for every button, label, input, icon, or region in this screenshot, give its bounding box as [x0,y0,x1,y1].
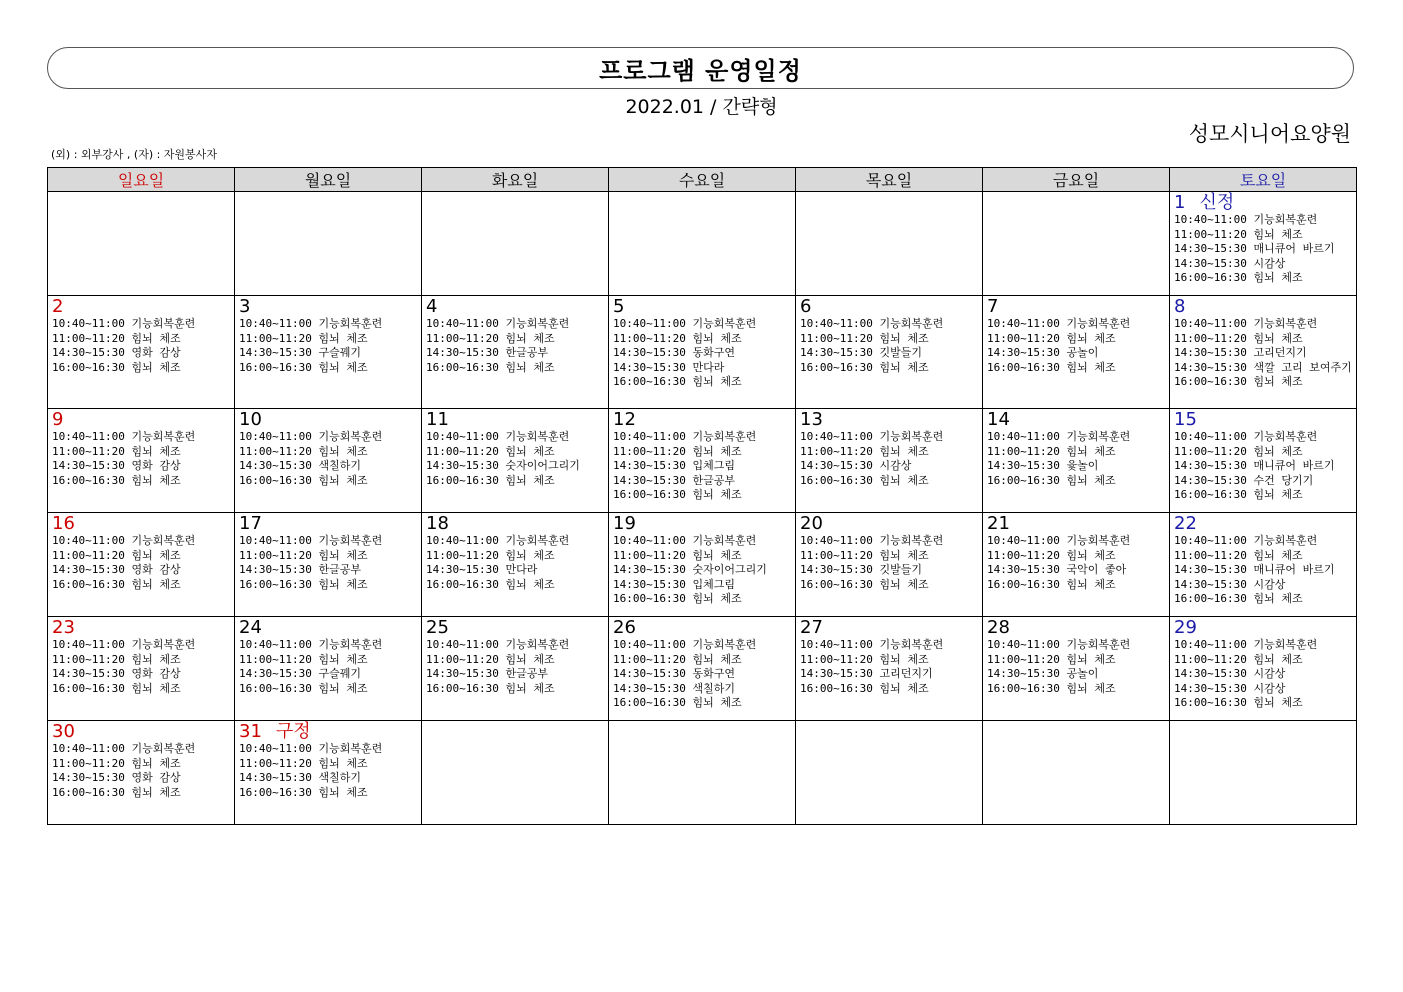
schedule-entry: 16:00~16:30 힘뇌 체조 [987,577,1116,591]
schedule-entry: 16:00~16:30 힘뇌 체조 [613,488,742,501]
day-cell [48,296,235,409]
schedule-entry: 16:00~16:30 힘뇌 체조 [987,473,1116,487]
schedule-entry: 14:30~15:30 시감상 [1174,681,1286,695]
schedule-entry: 16:00~16:30 힘뇌 체조 [613,592,742,605]
schedule-entry: 16:00~16:30 힘뇌 체조 [987,681,1116,695]
empty-day-cell [796,192,983,296]
day-cell [235,721,422,825]
weekday-header-mon: 월요일 [235,168,422,192]
schedule-entry: 11:00~11:20 힘뇌 체조 [800,652,929,666]
day-number: 15 [1174,409,1197,430]
schedule-entry: 14:30~15:30 만다라 [426,563,538,576]
day-number-line [987,297,1165,317]
schedule-entry: 10:40~11:00 기능회복훈련 [426,534,570,547]
schedule-entry: 10:40~11:00 기능회복훈련 [987,430,1131,443]
day-number-line [613,514,791,534]
holiday-label: 구정 [275,721,311,742]
day-number: 21 [987,513,1010,534]
schedule-entry: 14:30~15:30 구슬꿰기 [239,667,361,680]
schedule-entry: 11:00~11:20 힘뇌 체조 [1174,331,1303,345]
schedule-entry: 14:30~15:30 한글공부 [426,667,548,680]
schedule-entry: 16:00~16:30 힘뇌 체조 [426,577,555,591]
schedule-entry: 10:40~11:00 기능회복훈련 [613,534,757,547]
schedule-entry: 14:30~15:30 한글공부 [426,346,548,359]
schedule-entry: 11:00~11:20 힘뇌 체조 [987,444,1116,458]
schedule-entry: 14:30~15:30 매니큐어 바르기 [1174,459,1335,472]
day-number: 17 [239,513,262,534]
holiday-label: 신정 [1199,192,1235,213]
day-number-line [613,297,791,317]
page-title: 프로그램 운영일정 [599,56,802,85]
week-row [48,721,1357,825]
schedule-entry: 16:00~16:30 힘뇌 체조 [1174,375,1303,388]
schedule-entry: 14:30~15:30 고리던지기 [1174,346,1307,359]
weekday-header-fri: 금요일 [983,168,1170,192]
day-number-line [1174,618,1352,638]
schedule-entry: 14:30~15:30 영화 감상 [52,667,181,680]
day-number: 31 [239,721,262,742]
schedule-entry: 16:00~16:30 힘뇌 체조 [239,360,368,374]
schedule-entry: 11:00~11:20 힘뇌 체조 [613,652,742,666]
day-number: 16 [52,513,75,534]
schedule-entry: 10:40~11:00 기능회복훈련 [1174,430,1318,443]
schedule-entry: 10:40~11:00 기능회복훈련 [52,534,196,547]
day-cell [983,409,1170,513]
day-cell [422,409,609,513]
schedule-entry: 11:00~11:20 힘뇌 체조 [613,548,742,562]
empty-day-cell [48,192,235,296]
schedule-entry: 14:30~15:30 한글공부 [613,473,735,487]
schedule-entry: 14:30~15:30 색깔 고리 보여주기 [1174,360,1352,374]
day-cell [983,296,1170,409]
empty-day-cell [422,721,609,825]
schedule-entry: 16:00~16:30 힘뇌 체조 [613,375,742,388]
day-number-line [52,618,230,638]
day-number-line [239,722,417,742]
day-number: 12 [613,409,636,430]
schedule-entry: 11:00~11:20 힘뇌 체조 [52,331,181,345]
day-number-line [613,410,791,430]
schedule-entry: 11:00~11:20 힘뇌 체조 [800,331,929,345]
schedule-entry: 11:00~11:20 힘뇌 체조 [800,444,929,458]
schedule-entry: 11:00~11:20 힘뇌 체조 [426,444,555,458]
empty-day-cell [983,721,1170,825]
day-number-line [52,410,230,430]
day-cell [1170,409,1357,513]
day-cell [48,617,235,721]
week-row [48,296,1357,409]
schedule-entry: 11:00~11:20 힘뇌 체조 [1174,548,1303,562]
day-number-line [800,297,978,317]
schedule-entry: 10:40~11:00 기능회복훈련 [987,317,1131,330]
day-number: 29 [1174,617,1197,638]
day-cell [235,409,422,513]
schedule-entry: 16:00~16:30 힘뇌 체조 [52,473,181,487]
day-number: 3 [239,296,251,317]
day-cell [796,296,983,409]
empty-day-cell [609,192,796,296]
schedule-entry: 14:30~15:30 색칠하기 [239,771,361,784]
schedule-entry: 10:40~11:00 기능회복훈련 [239,317,383,330]
week-row [48,192,1357,296]
schedule-entry: 10:40~11:00 기능회복훈련 [426,317,570,330]
schedule-entry: 11:00~11:20 힘뇌 체조 [426,548,555,562]
schedule-entry: 10:40~11:00 기능회복훈련 [426,430,570,443]
schedule-entry: 10:40~11:00 기능회복훈련 [800,430,944,443]
schedule-entry: 14:30~15:30 숫자이어그리기 [426,459,580,472]
day-number: 27 [800,617,823,638]
calendar-body [48,192,1357,825]
day-cell [422,513,609,617]
schedule-entry: 10:40~11:00 기능회복훈련 [52,742,196,755]
schedule-entry: 10:40~11:00 기능회복훈련 [987,534,1131,547]
schedule-entry: 14:30~15:30 고리던지기 [800,667,933,680]
day-cell [1170,192,1357,296]
schedule-entry: 11:00~11:20 힘뇌 체조 [613,331,742,345]
day-number: 8 [1174,296,1186,317]
day-number-line [800,618,978,638]
schedule-entry: 10:40~11:00 기능회복훈련 [1174,317,1318,330]
schedule-entry: 14:30~15:30 영화 감상 [52,771,181,784]
schedule-entry: 11:00~11:20 힘뇌 체조 [426,331,555,345]
day-number-line [613,618,791,638]
schedule-entry: 10:40~11:00 기능회복훈련 [1174,213,1318,226]
calendar-table [47,167,1357,825]
schedule-entry: 14:30~15:30 공놀이 [987,667,1099,680]
schedule-entry: 14:30~15:30 영화 감상 [52,346,181,359]
day-cell [1170,617,1357,721]
schedule-entry: 16:00~16:30 힘뇌 체조 [239,785,368,799]
empty-day-cell [235,192,422,296]
schedule-entry: 14:30~15:30 동화구연 [613,667,735,680]
schedule-entry: 10:40~11:00 기능회복훈련 [52,638,196,651]
schedule-entry: 10:40~11:00 기능회복훈련 [987,638,1131,651]
legend-text: (외) : 외부강사 , (자) : 자원봉사자 [51,148,217,161]
schedule-entry: 11:00~11:20 힘뇌 체조 [426,652,555,666]
day-number: 13 [800,409,823,430]
schedule-entry: 16:00~16:30 힘뇌 체조 [426,360,555,374]
empty-day-cell [983,192,1170,296]
weekday-header-sat: 토요일 [1170,168,1357,192]
schedule-entry: 10:40~11:00 기능회복훈련 [239,430,383,443]
day-cell [796,617,983,721]
schedule-entry: 14:30~15:30 수건 당기기 [1174,473,1314,487]
day-number: 23 [52,617,75,638]
schedule-entry: 11:00~11:20 힘뇌 체조 [239,331,368,345]
day-number: 6 [800,296,812,317]
schedule-entry: 11:00~11:20 힘뇌 체조 [52,652,181,666]
day-number-line [52,514,230,534]
week-row [48,409,1357,513]
day-cell [48,721,235,825]
day-cell [796,409,983,513]
day-number: 24 [239,617,262,638]
day-number-line [426,618,604,638]
day-number: 4 [426,296,438,317]
day-cell [48,409,235,513]
schedule-entry: 10:40~11:00 기능회복훈련 [52,430,196,443]
schedule-entry: 11:00~11:20 힘뇌 체조 [239,652,368,666]
schedule-entry: 11:00~11:20 힘뇌 체조 [613,444,742,458]
day-number: 26 [613,617,636,638]
day-number-line [987,410,1165,430]
schedule-entry: 16:00~16:30 힘뇌 체조 [800,681,929,695]
schedule-entry: 14:30~15:30 매니큐어 바르기 [1174,563,1335,576]
schedule-entry: 10:40~11:00 기능회복훈련 [613,317,757,330]
schedule-entry: 14:30~15:30 매니큐어 바르기 [1174,242,1335,255]
day-number: 19 [613,513,636,534]
schedule-entry: 14:30~15:30 시감상 [1174,577,1286,591]
schedule-entry: 11:00~11:20 힘뇌 체조 [239,756,368,770]
day-cell [235,296,422,409]
day-number-line [987,618,1165,638]
day-number-line [239,514,417,534]
schedule-entry: 11:00~11:20 힘뇌 체조 [800,548,929,562]
schedule-entry: 14:30~15:30 만다라 [613,360,725,374]
schedule-entry: 14:30~15:30 깃발들기 [800,346,922,359]
schedule-entry: 14:30~15:30 입체그림 [613,459,735,472]
schedule-entry: 11:00~11:20 힘뇌 체조 [987,548,1116,562]
weekday-header-sun: 일요일 [48,168,235,192]
day-number: 9 [52,409,64,430]
empty-day-cell [796,721,983,825]
empty-day-cell [422,192,609,296]
schedule-entry: 16:00~16:30 힘뇌 체조 [1174,696,1303,709]
schedule-entry: 16:00~16:30 힘뇌 체조 [239,577,368,591]
schedule-entry: 16:00~16:30 힘뇌 체조 [52,577,181,591]
organization-name: 성모시니어요양원 [1188,122,1351,146]
day-cell [235,513,422,617]
schedule-entry: 16:00~16:30 힘뇌 체조 [52,360,181,374]
schedule-entry: 11:00~11:20 힘뇌 체조 [1174,652,1303,666]
day-cell [609,513,796,617]
day-cell [422,296,609,409]
day-number-line [987,514,1165,534]
day-number: 18 [426,513,449,534]
day-cell [422,617,609,721]
schedule-entry: 10:40~11:00 기능회복훈련 [800,534,944,547]
schedule-entry: 14:30~15:30 영화 감상 [52,459,181,472]
day-number-line [1174,514,1352,534]
schedule-entry: 11:00~11:20 힘뇌 체조 [239,444,368,458]
schedule-entry: 11:00~11:20 힘뇌 체조 [239,548,368,562]
schedule-entry: 10:40~11:00 기능회복훈련 [52,317,196,330]
day-number: 10 [239,409,262,430]
day-number-line [1174,193,1352,213]
schedule-entry: 14:30~15:30 시감상 [1174,256,1286,270]
day-number: 14 [987,409,1010,430]
day-number: 5 [613,296,625,317]
day-number-line [800,410,978,430]
day-cell [609,296,796,409]
schedule-entry: 16:00~16:30 힘뇌 체조 [800,577,929,591]
schedule-entry: 14:30~15:30 동화구연 [613,346,735,359]
schedule-entry: 16:00~16:30 힘뇌 체조 [1174,271,1303,284]
schedule-entry: 11:00~11:20 힘뇌 체조 [987,652,1116,666]
schedule-entry: 16:00~16:30 힘뇌 체조 [426,681,555,695]
schedule-entry: 14:30~15:30 시감상 [800,459,912,472]
schedule-entry: 11:00~11:20 힘뇌 체조 [1174,227,1303,241]
week-row [48,617,1357,721]
schedule-entry: 14:30~15:30 한글공부 [239,563,361,576]
page-subtitle: 2022.01 / 간략형 [625,96,778,118]
day-cell [609,617,796,721]
day-number-line [1174,297,1352,317]
day-number: 22 [1174,513,1197,534]
schedule-entry: 16:00~16:30 힘뇌 체조 [800,473,929,487]
schedule-entry: 10:40~11:00 기능회복훈련 [800,317,944,330]
day-number-line [239,410,417,430]
schedule-entry: 16:00~16:30 힘뇌 체조 [52,681,181,695]
schedule-entry: 10:40~11:00 기능회복훈련 [426,638,570,651]
day-number: 28 [987,617,1010,638]
day-cell [983,617,1170,721]
day-cell [796,513,983,617]
schedule-entry: 16:00~16:30 힘뇌 체조 [426,473,555,487]
schedule-entry: 11:00~11:20 힘뇌 체조 [52,756,181,770]
day-number-line [426,297,604,317]
schedule-entry: 11:00~11:20 힘뇌 체조 [987,331,1116,345]
schedule-entry: 11:00~11:20 힘뇌 체조 [1174,444,1303,458]
schedule-entry: 10:40~11:00 기능회복훈련 [613,430,757,443]
day-number: 7 [987,296,999,317]
schedule-entry: 14:30~15:30 영화 감상 [52,563,181,576]
schedule-entry: 14:30~15:30 공놀이 [987,346,1099,359]
schedule-entry: 10:40~11:00 기능회복훈련 [800,638,944,651]
day-number: 30 [52,721,75,742]
day-number-line [239,297,417,317]
day-number-line [800,514,978,534]
schedule-entry: 16:00~16:30 힘뇌 체조 [800,360,929,374]
day-cell [48,513,235,617]
day-number: 1 [1174,192,1186,213]
day-number-line [52,297,230,317]
schedule-entry: 11:00~11:20 힘뇌 체조 [52,548,181,562]
day-cell [1170,513,1357,617]
day-number-line [239,618,417,638]
day-number-line [426,514,604,534]
day-number-line [1174,410,1352,430]
schedule-entry: 10:40~11:00 기능회복훈련 [239,638,383,651]
schedule-entry: 16:00~16:30 힘뇌 체조 [52,785,181,799]
schedule-entry: 14:30~15:30 구슬꿰기 [239,346,361,359]
day-number: 2 [52,296,64,317]
day-number: 11 [426,409,449,430]
weekday-header-tue: 화요일 [422,168,609,192]
day-number-line [52,722,230,742]
schedule-entry: 16:00~16:30 힘뇌 체조 [613,696,742,709]
schedule-entry: 16:00~16:30 힘뇌 체조 [239,681,368,695]
week-row [48,513,1357,617]
empty-day-cell [1170,721,1357,825]
schedule-entry: 14:30~15:30 깃발들기 [800,563,922,576]
schedule-entry: 14:30~15:30 윷놀이 [987,459,1099,472]
title-box [47,47,1354,89]
schedule-entry: 10:40~11:00 기능회복훈련 [1174,534,1318,547]
empty-day-cell [609,721,796,825]
schedule-entry: 10:40~11:00 기능회복훈련 [239,742,383,755]
schedule-entry: 16:00~16:30 힘뇌 체조 [1174,592,1303,605]
day-cell [983,513,1170,617]
schedule-entry: 14:30~15:30 국악이 좋아 [987,563,1127,576]
weekday-header-row [48,168,1357,192]
schedule-entry: 10:40~11:00 기능회복훈련 [613,638,757,651]
schedule-entry: 14:30~15:30 숫자이어그리기 [613,563,767,576]
day-cell [609,409,796,513]
schedule-entry: 14:30~15:30 색칠하기 [613,681,735,695]
schedule-entry: 11:00~11:20 힘뇌 체조 [52,444,181,458]
schedule-entry: 10:40~11:00 기능회복훈련 [1174,638,1318,651]
day-number-line [426,410,604,430]
schedule-entry: 10:40~11:00 기능회복훈련 [239,534,383,547]
schedule-entry: 14:30~15:30 색칠하기 [239,459,361,472]
schedule-entry: 14:30~15:30 입체그림 [613,577,735,591]
day-cell [235,617,422,721]
day-cell [1170,296,1357,409]
schedule-entry: 16:00~16:30 힘뇌 체조 [987,360,1116,374]
day-number: 20 [800,513,823,534]
weekday-header-thu: 목요일 [796,168,983,192]
schedule-entry: 16:00~16:30 힘뇌 체조 [1174,488,1303,501]
schedule-entry: 14:30~15:30 시감상 [1174,667,1286,680]
schedule-entry: 16:00~16:30 힘뇌 체조 [239,473,368,487]
day-number: 25 [426,617,449,638]
weekday-header-wed: 수요일 [609,168,796,192]
